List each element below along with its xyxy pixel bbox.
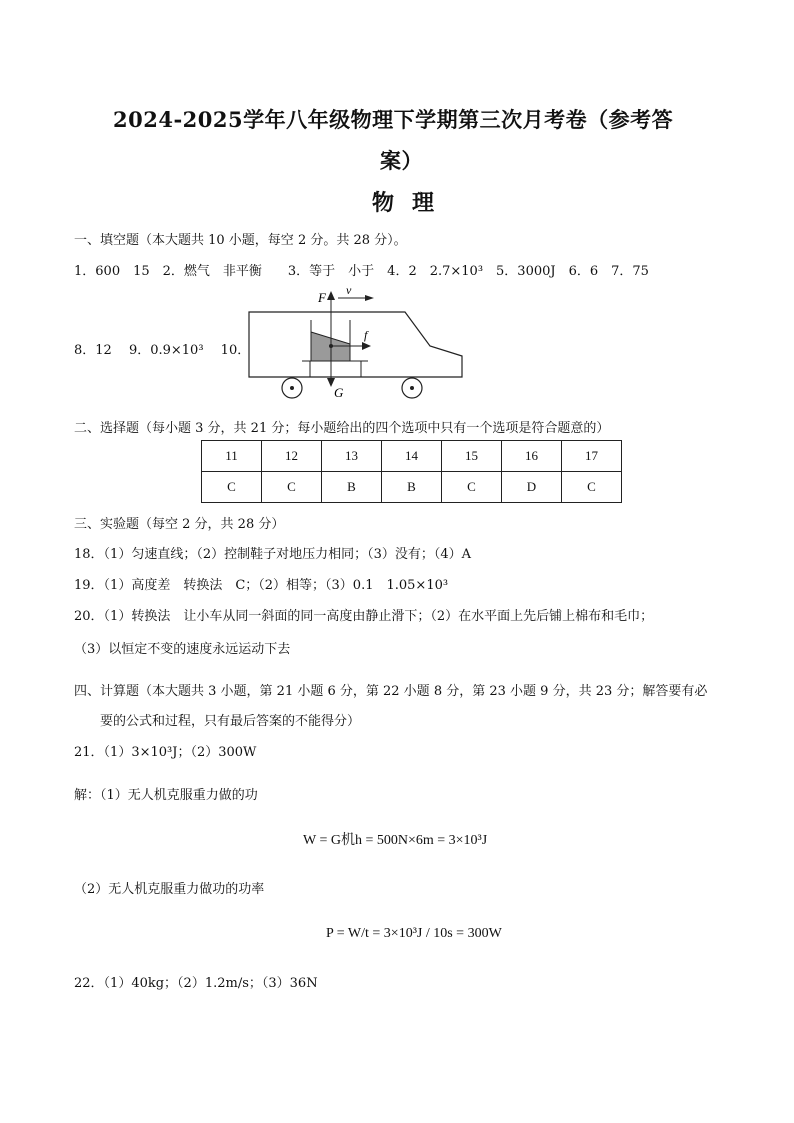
- question-number: 17: [562, 441, 622, 472]
- answer-cell: C: [442, 472, 502, 503]
- formula-power: P = W/t = 3×10³J / 10s = 300W: [326, 926, 502, 941]
- answer-cell: B: [322, 472, 382, 503]
- force-F-arrow: [327, 291, 335, 300]
- answer-q20-part1: 20．（1）转换法 让小车从同一斜面的同一高度由静止滑下；（2）在水平面上先后铺上棉布和毛巾；: [74, 609, 654, 624]
- table-row-numbers: [202, 441, 622, 472]
- solution-intro: 解：（1）无人机克服重力做的功: [74, 788, 258, 803]
- section4-heading: 四、计算题（本大题共 3 小题，第 21 小题 6 分，第 22 小题 8 分，第 23 小题 9 分，共 23 分；解答要有必: [74, 684, 708, 699]
- answer-cell: C: [562, 472, 622, 503]
- solution-part2: （2）无人机克服重力做功的功率: [74, 882, 265, 897]
- label-f: f: [364, 328, 368, 342]
- answer-cell: C: [262, 472, 322, 503]
- answer-q18: 18．（1）匀速直线；（2）控制鞋子对地压力相同；（3）没有；（4）A: [74, 547, 472, 562]
- car-force-diagram: [240, 284, 470, 404]
- answer-q21: 21．（1）3×10³J；（2）300W: [74, 745, 257, 760]
- label-G: G: [334, 385, 344, 400]
- section1-answers-line1: 1．600 15 2．燃气 非平衡 3．等于 小于 4．2 2.7×10³ 5．3000J 6．6 7．75: [74, 264, 649, 279]
- section1-answers-line2: 8．12 9．0.9×10³ 10．: [74, 343, 251, 358]
- question-number: 12: [262, 441, 322, 472]
- label-F: F: [318, 290, 326, 305]
- subject-heading: 物理: [372, 191, 453, 216]
- answer-q22: 22．（1）40kg；（2）1.2m/s；（3）36N: [74, 976, 318, 991]
- question-number: 16: [502, 441, 562, 472]
- car-body: [249, 312, 462, 377]
- question-number: 11: [202, 441, 262, 472]
- answer-cell: C: [202, 472, 262, 503]
- section3-heading: 三、实验题（每空 2 分，共 28 分）: [74, 517, 285, 532]
- answer-cell: D: [502, 472, 562, 503]
- section2-heading: 二、选择题（每小题 3 分，共 21 分；每小题给出的四个选项中只有一个选项是符合题意的）: [74, 421, 610, 436]
- question-number: 13: [322, 441, 382, 472]
- formula-work: W = G机h = 500N×6m = 3×10³J: [303, 833, 488, 848]
- answer-q19: 19．（1）高度差 转换法 C；（2）相等；（3）0.1 1.05×10³: [74, 578, 449, 593]
- label-v: v: [346, 284, 352, 297]
- answer-cell: B: [382, 472, 442, 503]
- section1-heading: 一、填空题（本大题共 10 小题，每空 2 分。共 28 分）。: [74, 233, 407, 248]
- page-title: 2024-2025学年八年级物理下学期第三次月考卷（参考答: [113, 107, 674, 132]
- choice-answer-table: [201, 440, 622, 503]
- question-number: 15: [442, 441, 502, 472]
- section4-heading-continued: 要的公式和过程，只有最后答案的不能得分）: [100, 714, 361, 729]
- answer-q20-part2: （3）以恒定不变的速度永远运动下去: [74, 642, 291, 657]
- page-title-continued: 案）: [380, 148, 423, 173]
- question-number: 14: [382, 441, 442, 472]
- velocity-arrow: [365, 295, 374, 301]
- table-row-answers: [202, 472, 622, 503]
- car-platform: [310, 361, 361, 377]
- force-f-arrow: [362, 342, 371, 350]
